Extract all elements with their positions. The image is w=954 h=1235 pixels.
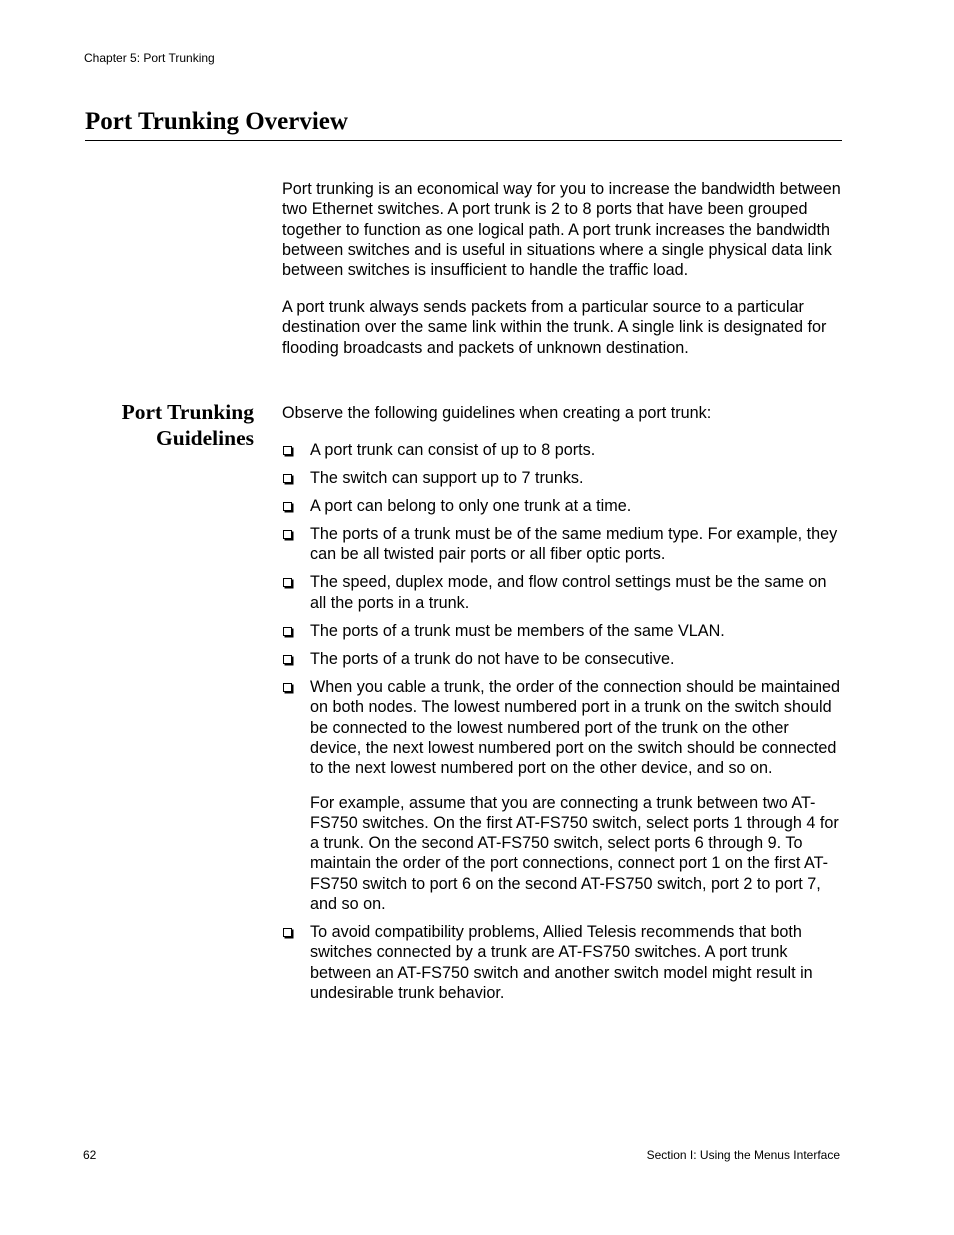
- checkbox-bullet-icon: [283, 578, 292, 587]
- page-number: 62: [83, 1148, 97, 1162]
- running-header: Chapter 5: Port Trunking: [84, 51, 215, 65]
- checkbox-bullet-icon: [283, 627, 292, 636]
- checkbox-bullet-icon: [283, 474, 292, 483]
- intro-paragraph-2: A port trunk always sends packets from a particular source to a particular destination over the same link within the trunk. A single link is designated for flooding broadcasts and packets of unknown destination.: [282, 297, 827, 357]
- list-item-text: The ports of a trunk must be members of the same VLAN.: [310, 621, 725, 640]
- list-item-text: The switch can support up to 7 trunks.: [310, 468, 584, 487]
- intro-section: [282, 179, 844, 358]
- list-item-text: To avoid compatibility problems, Allied Telesis recommends that both switches connected by a trunk are AT-FS750 switches. A port trunk between an AT-FS750 switch and another switch model might result in undesirable trunk behavior.: [310, 923, 813, 1002]
- page-title: Port Trunking Overview: [85, 107, 842, 141]
- checkbox-bullet-icon: [283, 683, 292, 692]
- guidelines-intro: Observe the following guidelines when creating a port trunk:: [282, 404, 712, 422]
- list-item: [282, 496, 844, 516]
- checkbox-bullet-icon: [283, 446, 292, 455]
- list-item: [282, 922, 844, 1003]
- list-item-text: A port can belong to only one trunk at a time.: [310, 496, 632, 515]
- guidelines-heading-line-1: Port Trunking: [121, 400, 254, 424]
- list-item-text: The ports of a trunk do not have to be consecutive.: [310, 649, 675, 668]
- guidelines-list: [282, 440, 844, 1004]
- checkbox-bullet-icon: [283, 655, 292, 664]
- guidelines-heading: [90, 399, 254, 451]
- intro-paragraph-1: Port trunking is an economical way for you to increase the bandwidth between two Ethernet switches. A port trunk is 2 to 8 ports that have been grouped together to function as one logical path. A port trunk increases the bandwidth between switches and is useful in situations where a single physical data link between switches is insufficient to handle the traffic load.: [282, 180, 841, 280]
- checkbox-bullet-icon: [283, 530, 292, 539]
- list-item-text: The ports of a trunk must be of the same medium type. For example, they can be all twisted pair ports or all fiber optic ports.: [310, 525, 838, 564]
- list-item: [282, 649, 844, 669]
- guidelines-heading-line-2: Guidelines: [156, 426, 254, 450]
- checkbox-bullet-icon: [283, 502, 292, 511]
- guidelines-section: [282, 403, 844, 1011]
- checkbox-bullet-icon: [283, 928, 292, 937]
- list-item-text: The speed, duplex mode, and flow control settings must be the same on all the ports in a trunk.: [310, 573, 827, 612]
- list-item: [282, 677, 844, 914]
- list-item-text: When you cable a trunk, the order of the connection should be maintained on both nodes. The lowest numbered port in a trunk on the switch should be connected to the lowest numbered port of the trunk on the other device, the next lowest numbered port on the switch should be connected to the next lowest numbered port on the other device, and so on.: [310, 678, 841, 778]
- example-paragraph: For example, assume that you are connecting a trunk between two AT-FS750 switches. On the first AT-FS750 switch, select ports 1 through 4 for a trunk. On the second AT-FS750 switch, select ports 6 through 9. To maintain the order of the port connections, connect port 1 on the first AT-FS750 switch to port 6 on the second AT-FS750 switch, port 2 to port 7, and so on.: [310, 793, 839, 914]
- list-item: [282, 440, 844, 460]
- list-item: [282, 621, 844, 641]
- list-item: [282, 468, 844, 488]
- list-item-text: A port trunk can consist of up to 8 ports.: [310, 440, 596, 459]
- running-footer: Section I: Using the Menus Interface: [646, 1148, 840, 1162]
- list-item: [282, 572, 844, 613]
- list-item: [282, 524, 844, 565]
